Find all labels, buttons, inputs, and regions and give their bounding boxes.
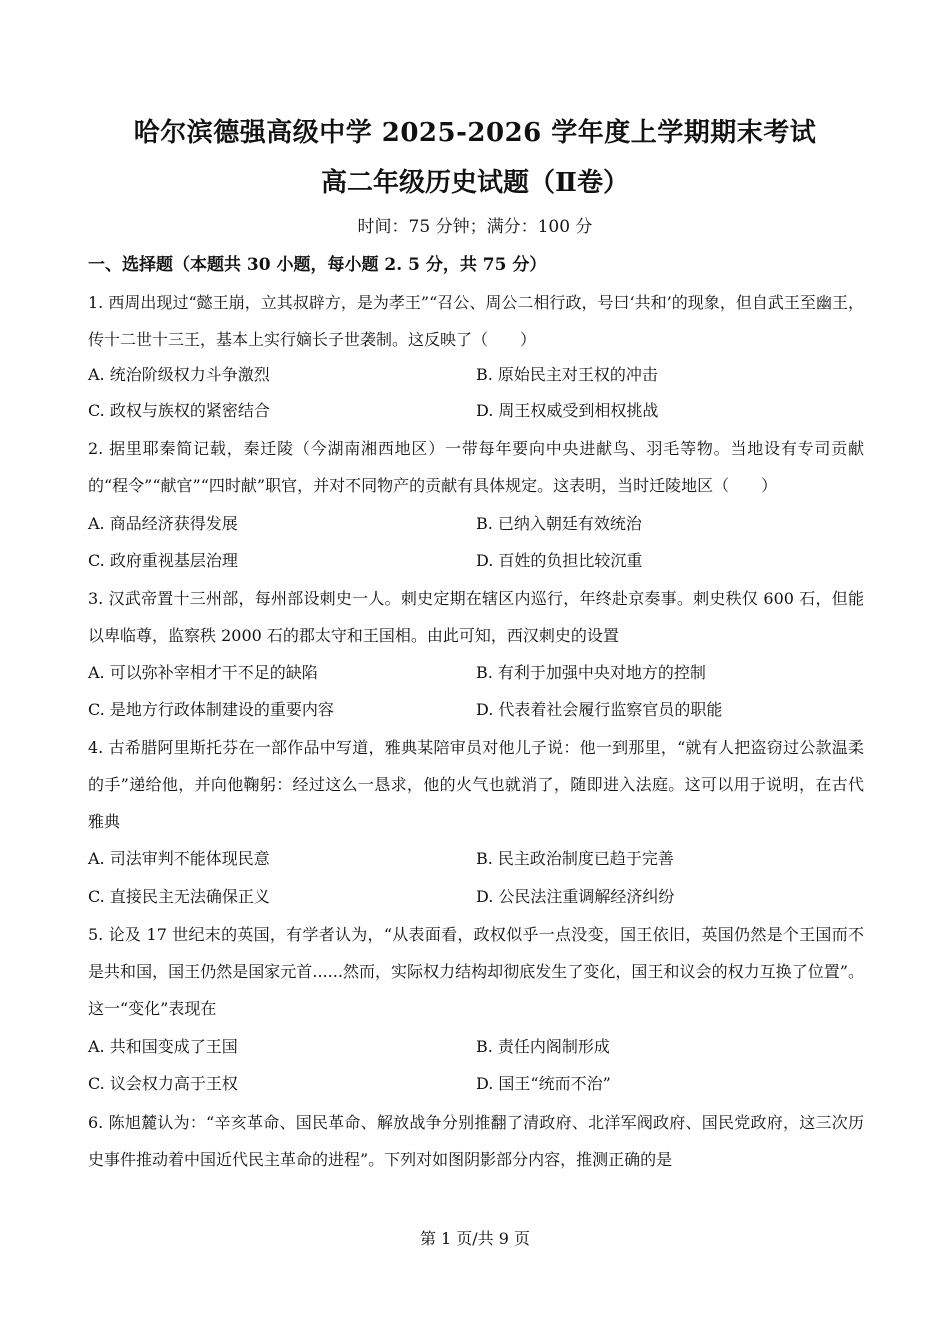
question-option: C. 是地方行政体制建设的重要内容 bbox=[88, 700, 334, 719]
question-stem: 2. 据里耶秦简记载，秦迁陵（今湖南湘西地区）一带每年要向中央进献鸟、羽毛等物。当地设有专司贡献的“程令”“献官”“四时献”职官，并对不同物产的贡献有具体规定。这表明，当时迁陵地区（ ） bbox=[88, 439, 864, 495]
question-option: A. 商品经济获得发展 bbox=[88, 514, 238, 533]
question-option: B. 民主政治制度已趋于完善 bbox=[476, 849, 674, 868]
question-stem: 5. 论及 17 世纪末的英国，有学者认为，“从表面看，政权似乎一点没变，国王依旧，英国仍然是个王国而不是共和国，国王仍然是国家元首......然而，实际权力结构却彻底发生了变化，国王和议会的权力互换了位置”。这一“变化”表现在 bbox=[88, 925, 864, 1018]
exam-subtitle: 高二年级历史试题（Ⅱ卷） bbox=[321, 168, 629, 198]
exam-title: 哈尔滨德强高级中学 2025-2026 学年度上学期期末考试 bbox=[133, 118, 817, 148]
question-stem: 3. 汉武帝置十三州部，每州部设刺史一人。刺史定期在辖区内巡行，年终赴京奏事。刺史秩仅 600 石，但能以卑临尊，监察秩 2000 石的郡太守和王国相。由此可知，西汉刺史的设置 bbox=[88, 589, 864, 645]
question-option: A. 统治阶级权力斗争激烈 bbox=[88, 365, 270, 384]
question-option: A. 可以弥补宰相才干不足的缺陷 bbox=[88, 663, 318, 682]
question-option: D. 国王“统而不治” bbox=[476, 1074, 611, 1093]
question-option: D. 代表着社会履行监察官员的职能 bbox=[476, 700, 723, 719]
question-stem: 4. 古希腊阿里斯托芬在一部作品中写道，雅典某陪审员对他儿子说：他一到那里，“就有人把盗窃过公款温柔的手”递给他，并向他鞠躬：经过这么一恳求，他的火气也就消了，随即进入法庭。这可以用于说明，在古代雅典 bbox=[88, 738, 864, 831]
question-stem: 6. 陈旭麓认为：“辛亥革命、国民革命、解放战争分别推翻了清政府、北洋军阀政府、国民党政府，这三次历史事件推动着中国近代民主革命的进程”。下列对如图阴影部分内容，推测正确的是 bbox=[88, 1113, 864, 1169]
question-option: B. 已纳入朝廷有效统治 bbox=[476, 514, 642, 533]
question-option: C. 直接民主无法确保正义 bbox=[88, 887, 270, 906]
question-option: B. 原始民主对王权的冲击 bbox=[476, 365, 658, 384]
question-option: B. 责任内阁制形成 bbox=[476, 1037, 610, 1056]
question-option: B. 有利于加强中央对地方的控制 bbox=[476, 663, 706, 682]
question-option: C. 政权与族权的紧密结合 bbox=[88, 401, 270, 420]
exam-meta: 时间：75 分钟；满分：100 分 bbox=[357, 217, 593, 237]
section-title: 一、选择题（本题共 30 小题，每小题 2. 5 分，共 75 分） bbox=[88, 255, 547, 275]
question-option: A. 司法审判不能体现民意 bbox=[88, 849, 270, 868]
question-option: C. 政府重视基层治理 bbox=[88, 551, 238, 570]
question-option: D. 百姓的负担比较沉重 bbox=[476, 551, 643, 570]
page-number: 第 1 页/共 9 页 bbox=[419, 1229, 531, 1248]
question-stem: 1. 西周出现过“懿王崩，立其叔辟方，是为孝王”“召公、周公二相行政，号曰‘共和’的现象，但自武王至幽王，传十二世十三王，基本上实行嫡长子世袭制。这反映了（ ） bbox=[88, 293, 864, 349]
question-option: C. 议会权力高于王权 bbox=[88, 1074, 238, 1093]
question-option: D. 公民法注重调解经济纠纷 bbox=[476, 887, 675, 906]
question-option: A. 共和国变成了王国 bbox=[88, 1037, 238, 1056]
question-option: D. 周王权威受到相权挑战 bbox=[476, 401, 659, 420]
